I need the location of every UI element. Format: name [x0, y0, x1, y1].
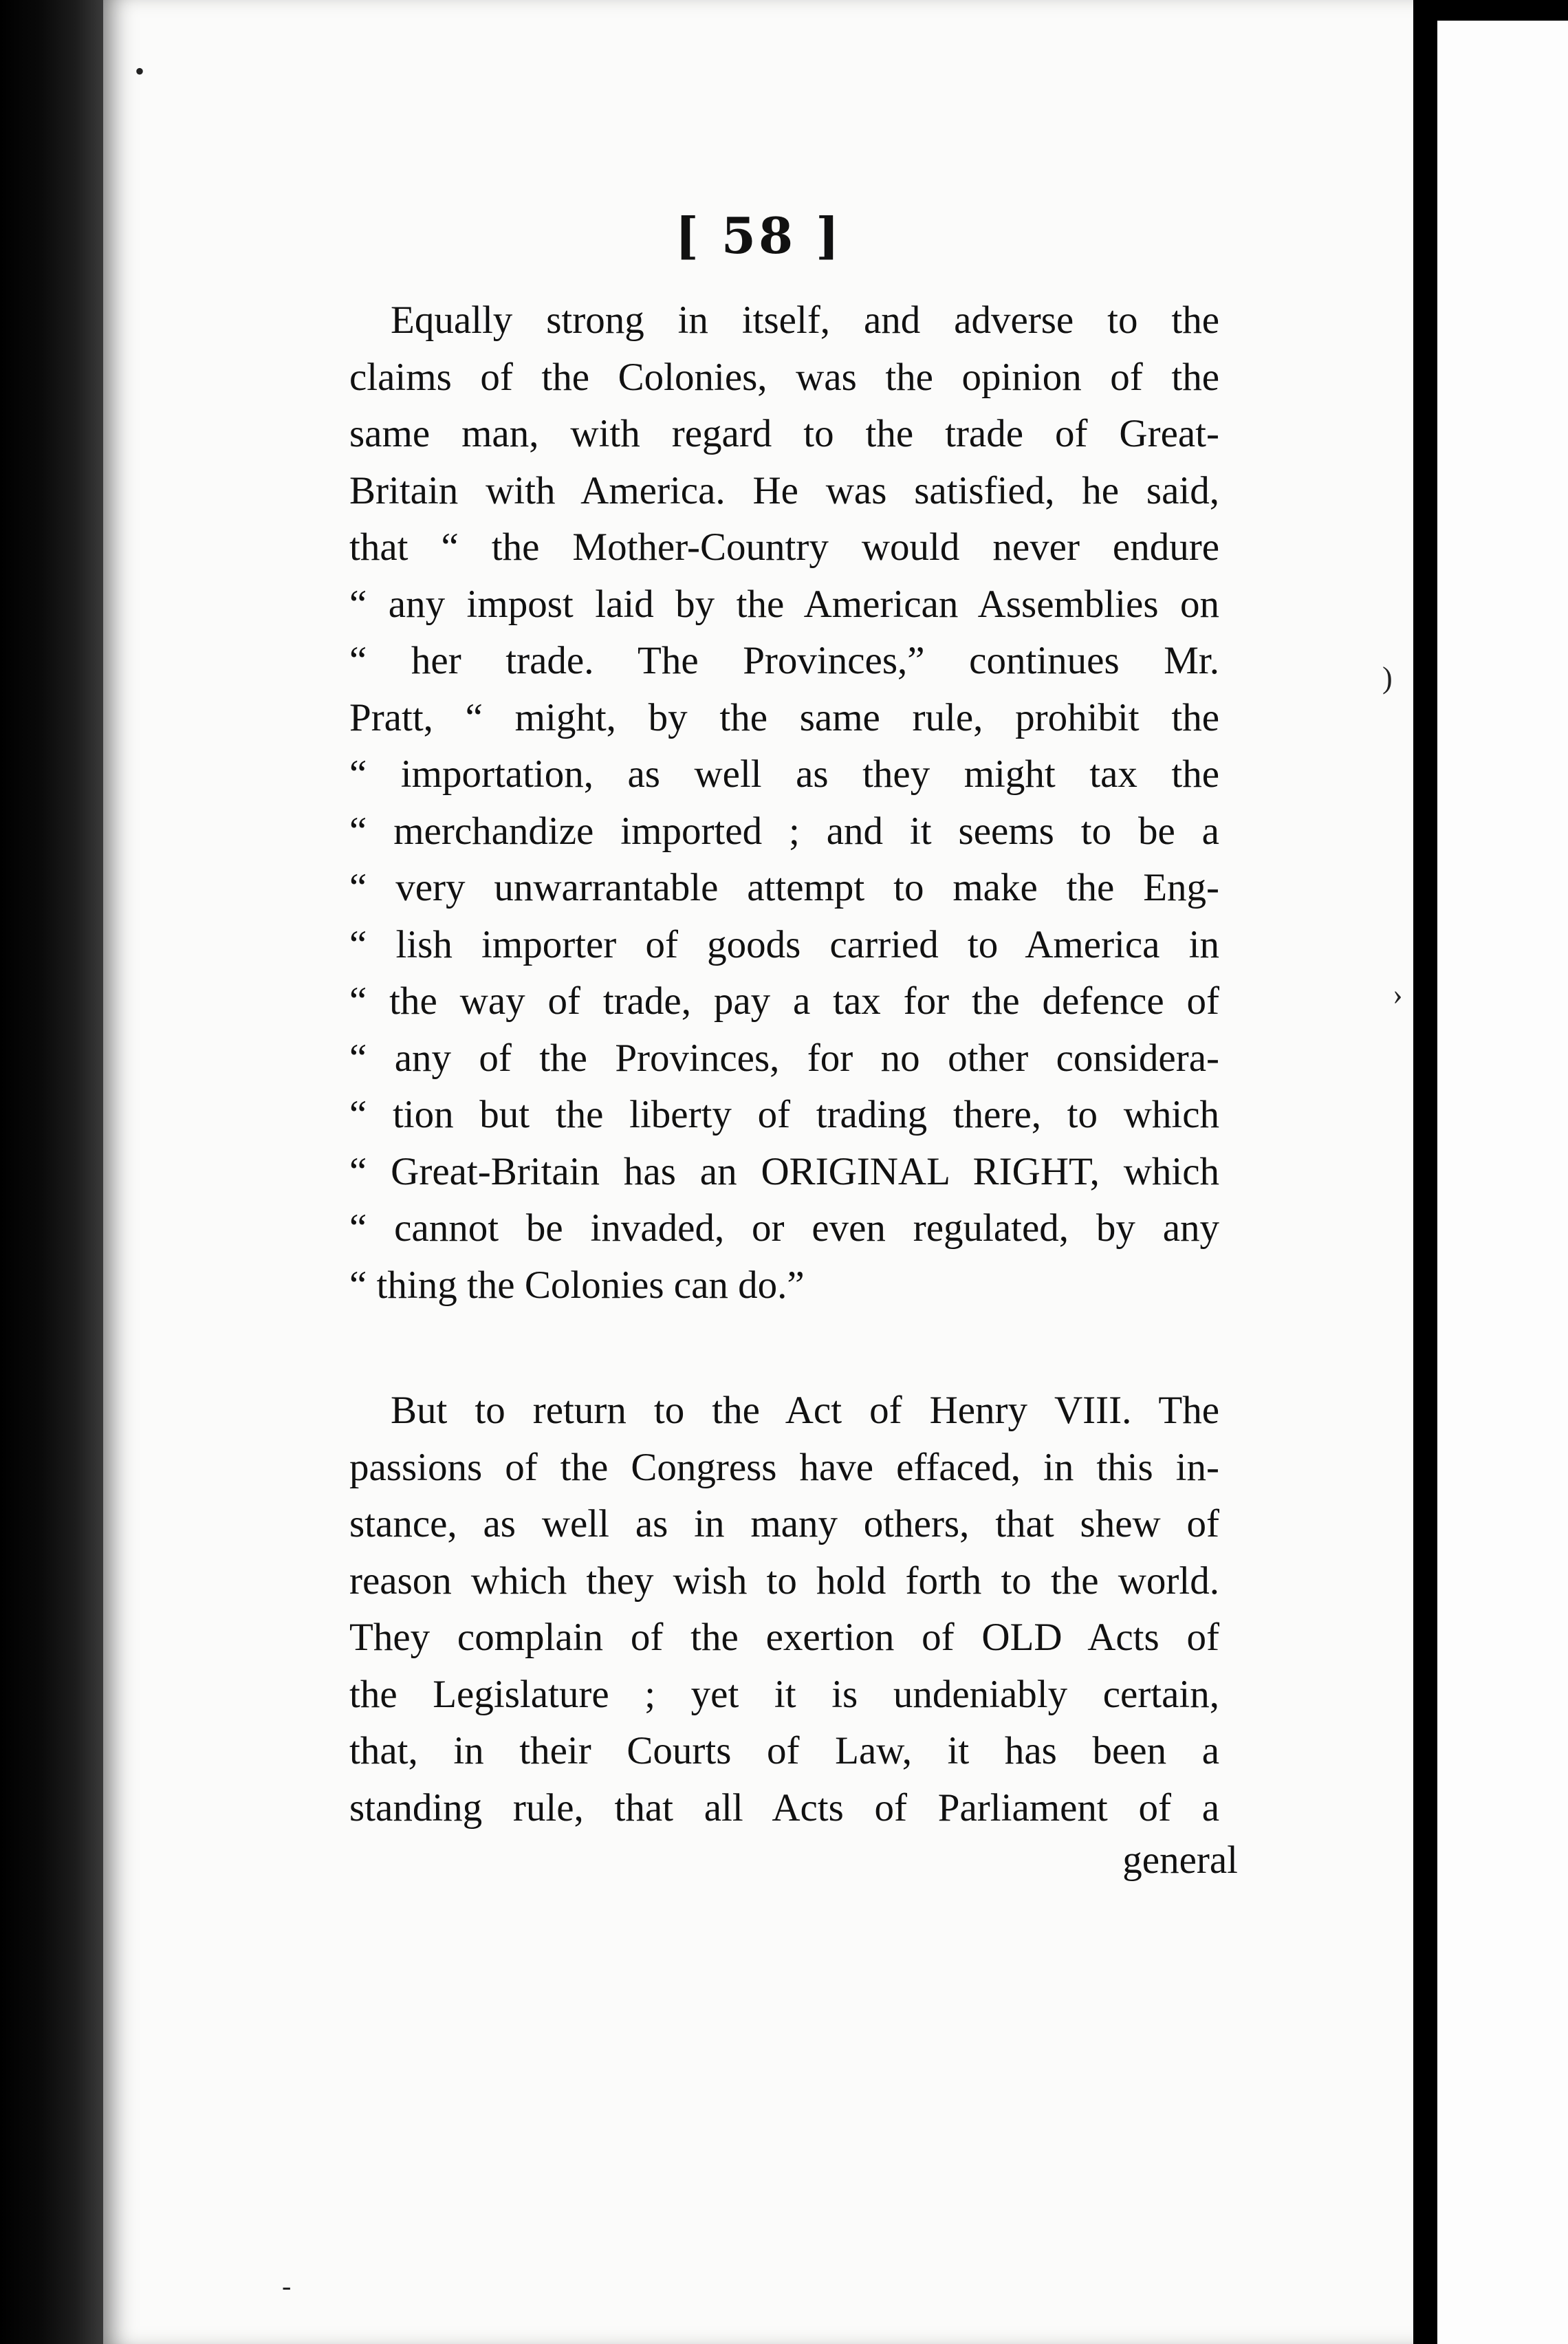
text-line: that, in their Courts of Law, it has been a: [349, 1729, 1219, 1772]
page-divider: [1413, 0, 1437, 2344]
text-line: “ cannot be invaded, or even regulated, by any: [349, 1206, 1219, 1250]
ink-speck: ›: [1393, 977, 1403, 1011]
catchword: general: [1122, 1838, 1238, 1882]
text-line: “ importation, as well as they might tax the: [349, 752, 1219, 796]
text-line: Britain with America. He was satisfied, he said,: [349, 468, 1219, 512]
page-number: [ 58 ]: [675, 206, 842, 265]
paragraph-1: [349, 292, 1219, 1314]
text-line: Pratt, “ might, by the same rule, prohibit the: [349, 695, 1219, 739]
text-line: “ Great-Britain has an ORIGINAL RIGHT, which: [349, 1149, 1219, 1193]
text-line: the Legislature ; yet it is undeniably certain,: [349, 1672, 1219, 1716]
text-line: “ any impost laid by the American Assemblies on: [349, 582, 1219, 626]
text-line: But to return to the Act of Henry VIII. The: [391, 1389, 1219, 1432]
text-line: standing rule, that all Acts of Parliament of a: [349, 1786, 1219, 1830]
text-line: “ merchandize imported ; and it seems to be a: [349, 809, 1219, 853]
text-line: passions of the Congress have effaced, in this in-: [349, 1445, 1219, 1489]
text-line: “ tion but the liberty of trading there, to which: [349, 1093, 1219, 1136]
text-line: “ her trade. The Provinces,” continues Mr.: [349, 639, 1219, 682]
text-line: “ very unwarrantable attempt to make the Eng-: [349, 866, 1219, 909]
text-line: claims of the Colonies, was the opinion of the: [349, 355, 1219, 399]
text-line: “ thing the Colonies can do.”: [349, 1263, 805, 1307]
text-line: “ lish importer of goods carried to America in: [349, 922, 1219, 966]
text-line: “ the way of trade, pay a tax for the defence of: [349, 979, 1219, 1023]
text-line: Equally strong in itself, and adverse to the: [391, 299, 1219, 342]
text-line: same man, with regard to the trade of Great-: [349, 412, 1219, 455]
paragraph-2: [349, 1382, 1219, 1836]
text-line: They complain of the exertion of OLD Acts of: [349, 1616, 1219, 1659]
ink-speck: •: [135, 56, 145, 87]
text-line: that “ the Mother-Country would never endure: [349, 525, 1219, 569]
text-line: “ any of the Provinces, for no other considera-: [349, 1036, 1219, 1080]
next-page-edge: [1437, 21, 1568, 2344]
ink-speck: ): [1382, 661, 1393, 695]
text-line: reason which they wish to hold forth to the world.: [349, 1559, 1219, 1603]
text-line: stance, as well as in many others, that shew of: [349, 1502, 1219, 1545]
ink-speck: -: [282, 2270, 292, 2301]
